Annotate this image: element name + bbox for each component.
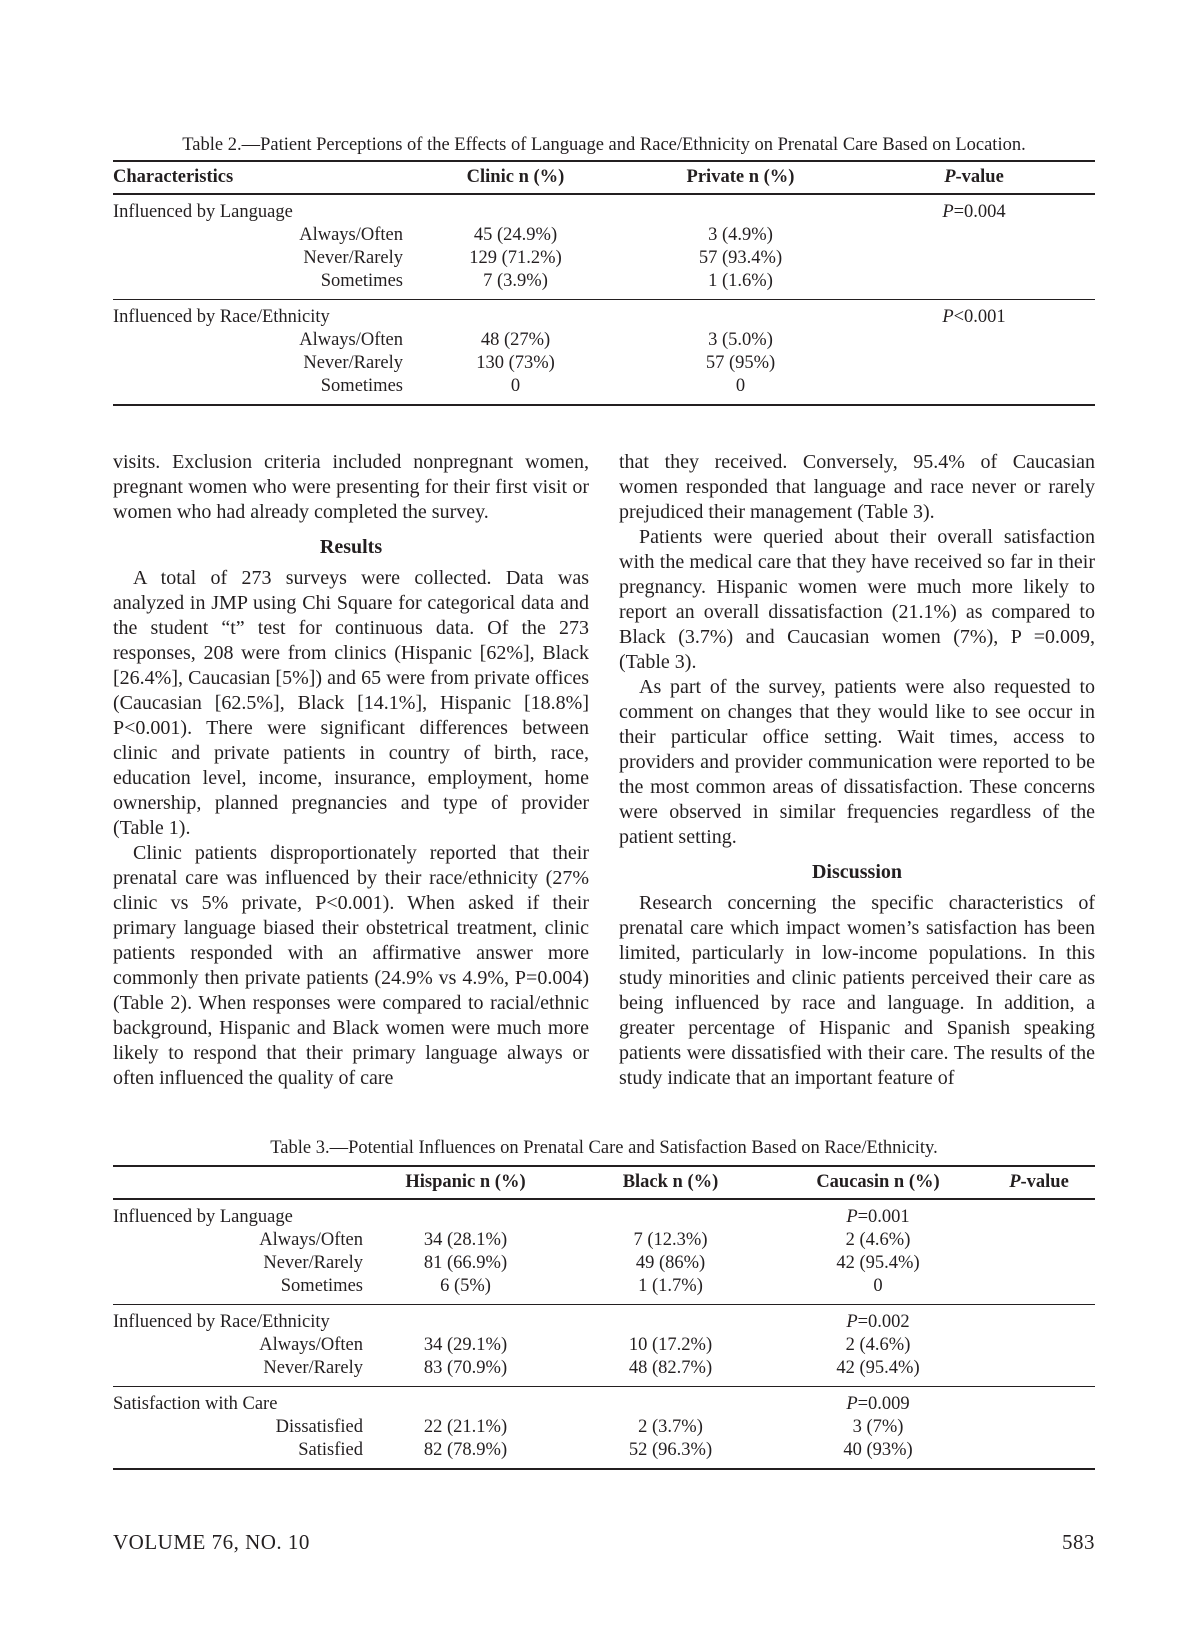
cell-clinic: 0 — [403, 375, 628, 405]
cell-hispanic: 34 (28.1%) — [423, 1230, 508, 1250]
table-2-header-pvalue — [853, 161, 1095, 194]
table-3-caption: Table 3.—Potential Influences on Prenatal Care and Satisfaction Based on Race/Ethnicity. — [270, 1138, 938, 1158]
table-row — [113, 1275, 1095, 1305]
row-label: Never/Rarely — [303, 353, 403, 373]
pvalue-italic: P — [942, 202, 954, 222]
table-2-grid — [113, 160, 1095, 406]
right-column — [619, 450, 1095, 1091]
table-2-header-clinic: Clinic n (%) — [403, 161, 628, 194]
table-3-header-pvalue — [983, 1166, 1095, 1199]
table-2 — [113, 135, 1095, 406]
results-heading: Results — [319, 536, 383, 558]
table-row — [113, 270, 1095, 300]
table-3-group-pvalue — [773, 1387, 983, 1417]
cell-private: 3 (5.0%) — [708, 330, 773, 350]
row-label: Sometimes — [113, 375, 403, 405]
table-3-header-p-rest: -value — [1020, 1172, 1069, 1192]
row-label: Always/Often — [299, 330, 403, 350]
table-3-group-race — [113, 1305, 1095, 1335]
table-2-caption: Table 2.—Patient Perceptions of the Effects of Language and Race/Ethnicity on Prenatal Care Based on Location. — [182, 135, 1026, 155]
left-column — [113, 450, 589, 1091]
pvalue-number: =0.002 — [857, 1312, 910, 1332]
cell-black: 10 (17.2%) — [628, 1335, 713, 1355]
table-3-header-p-italic: P — [1009, 1172, 1021, 1192]
cell-caucasian: 2 (4.6%) — [845, 1230, 911, 1250]
table-2-group-pvalue — [853, 300, 1095, 330]
page-number: 583 — [1062, 1530, 1095, 1554]
row-label: Never/Rarely — [263, 1358, 363, 1378]
cell-caucasian: 0 — [873, 1276, 883, 1296]
paragraph: As part of the survey, patients were also requested to comment on changes that they would like to see occur in their particular office setting. Wait times, access to providers and provider communication were reported to be the most common areas of dissatisfaction. These concerns were observed in similar frequencies regardless of the patient setting. — [619, 676, 1095, 848]
cell-hispanic: 81 (66.9%) — [423, 1253, 508, 1273]
table-3-header-hispanic: Hispanic n (%) — [363, 1166, 568, 1199]
table-row — [113, 224, 1095, 247]
pvalue-italic: P — [846, 1312, 858, 1332]
row-label: Always/Often — [259, 1230, 363, 1250]
table-row — [113, 1229, 1095, 1252]
row-label: Always/Often — [299, 225, 403, 245]
paragraph: A total of 273 surveys were collected. Data was analyzed in JMP using Chi Square for categorical data and the student “t” test for continuous data. Of the 273 responses, 208 were from clinics (Hispanic [62%], Black [26.4%], Caucasian [5%]) and 65 were from private offices (Caucasian [62.5%], Black [14.1%], Hispanic [18.8%] P<0.001). There were significant differences between clinic and private patients in country of birth, race, education level, income, insurance, employment, home ownership, planned pregnancies and type of provider (Table 1). — [113, 567, 589, 839]
cell-black: 2 (3.7%) — [638, 1417, 703, 1437]
pvalue-number: =0.004 — [953, 202, 1006, 222]
table-3-group-label: Satisfaction with Care — [113, 1387, 363, 1417]
row-label: Always/Often — [259, 1335, 363, 1355]
row-label: Never/Rarely — [303, 248, 403, 268]
cell-hispanic: 22 (21.1%) — [423, 1417, 508, 1437]
table-row — [113, 1416, 1095, 1439]
table-row — [113, 1334, 1095, 1357]
paragraph: visits. Exclusion criteria included nonpregnant women, pregnant women who were presenting for their first visit or women who had already completed the survey. — [113, 451, 589, 523]
cell-caucasian: 42 (95.4%) — [836, 1253, 920, 1273]
table-row — [113, 247, 1095, 270]
row-label: Never/Rarely — [263, 1253, 363, 1273]
cell-black: 1 (1.7%) — [638, 1276, 703, 1296]
table-row — [113, 1357, 1095, 1387]
table-3-group-language — [113, 1199, 1095, 1229]
pvalue-italic: P — [942, 307, 954, 327]
row-label: Satisfied — [113, 1439, 363, 1469]
table-3-group-pvalue — [773, 1199, 983, 1229]
row-label: Dissatisfied — [275, 1417, 363, 1437]
table-2-group-race — [113, 300, 1095, 330]
cell-hispanic: 83 (70.9%) — [423, 1358, 508, 1378]
pvalue-number: =0.001 — [857, 1207, 910, 1227]
table-row — [113, 1439, 1095, 1469]
cell-clinic: 48 (27%) — [480, 330, 551, 350]
table-2-group-label: Influenced by Race/Ethnicity — [113, 300, 403, 330]
table-2-header-p-italic: P — [944, 167, 956, 187]
table-row — [113, 375, 1095, 405]
table-2-group-language — [113, 194, 1095, 224]
page-footer — [113, 1530, 1095, 1555]
paragraph: Patients were queried about their overall satisfaction with the medical care that they have received so far in their pregnancy. Hispanic women were much more likely to report an overall dissatisfaction (21.1%) as compared to Black (3.7%) and Caucasian women (7%), P =0.009, (Table 3). — [619, 526, 1095, 673]
pvalue-italic: P — [846, 1207, 858, 1227]
table-3-group-label: Influenced by Race/Ethnicity — [113, 1305, 363, 1335]
cell-black: 49 (86%) — [635, 1253, 706, 1273]
cell-private: 1 (1.6%) — [708, 271, 773, 291]
cell-hispanic: 34 (29.1%) — [423, 1335, 508, 1355]
table-row — [113, 329, 1095, 352]
table-3-group-satisfaction — [113, 1387, 1095, 1417]
cell-private: 57 (95%) — [705, 353, 776, 373]
cell-caucasian: 2 (4.6%) — [845, 1335, 911, 1355]
pvalue-number: <0.001 — [953, 307, 1006, 327]
table-2-header-private: Private n (%) — [628, 161, 853, 194]
cell-caucasian: 40 (93%) — [773, 1439, 983, 1469]
cell-caucasian: 42 (95.4%) — [836, 1358, 920, 1378]
cell-clinic: 129 (71.2%) — [469, 248, 562, 268]
cell-hispanic: 82 (78.9%) — [363, 1439, 568, 1469]
table-3-grid — [113, 1165, 1095, 1470]
article-body — [113, 450, 1095, 1091]
journal-volume: VOLUME 76, NO. 10 — [113, 1530, 310, 1554]
row-label: Sometimes — [320, 271, 403, 291]
table-3-header-black: Black n (%) — [568, 1166, 773, 1199]
cell-clinic: 45 (24.9%) — [473, 225, 558, 245]
cell-private: 57 (93.4%) — [698, 248, 783, 268]
table-2-header-characteristics: Characteristics — [113, 161, 403, 194]
paragraph: that they received. Conversely, 95.4% of Caucasian women responded that language and race never or rarely prejudiced their management (Table 3). — [619, 451, 1095, 523]
cell-black: 52 (96.3%) — [568, 1439, 773, 1469]
table-3-group-pvalue — [773, 1305, 983, 1335]
table-row — [113, 352, 1095, 375]
table-3-group-label: Influenced by Language — [113, 1207, 293, 1227]
cell-hispanic: 6 (5%) — [440, 1276, 491, 1296]
pvalue-italic: P — [846, 1394, 858, 1414]
cell-caucasian: 3 (7%) — [852, 1417, 904, 1437]
cell-black: 7 (12.3%) — [633, 1230, 708, 1250]
discussion-heading: Discussion — [811, 861, 903, 883]
table-3-header-blank — [113, 1166, 363, 1199]
cell-black: 48 (82.7%) — [628, 1358, 713, 1378]
cell-private: 0 — [628, 375, 853, 405]
table-3 — [113, 1138, 1095, 1470]
table-2-header-row — [113, 161, 1095, 194]
table-2-header-p-rest: -value — [955, 167, 1004, 187]
table-3-header-row — [113, 1166, 1095, 1199]
paragraph: Clinic patients disproportionately reported that their prenatal care was influenced by their race/ethnicity (27% clinic vs 5% private, P<0.001). When asked if their primary language biased their obstetrical treatment, clinic patients responded with an affirmative answer more commonly then private patients (24.9% vs 4.9%, P=0.004) (Table 2). When responses were compared to racial/ethnic background, Hispanic and Black women were much more likely to respond that their primary language always or often influenced the quality of care — [113, 842, 589, 1089]
table-row — [113, 1252, 1095, 1275]
paragraph: Research concerning the specific characteristics of prenatal care which impact women’s satisfaction has been limited, particularly in low-income populations. In this study minorities and clinic patients perceived their care as being influenced by race and language. In addition, a greater percentage of Hispanic and Spanish speaking patients were dissatisfied with their care. The results of the study indicate that an important feature of — [619, 892, 1095, 1089]
table-3-header-caucasian: Caucasin n (%) — [773, 1166, 983, 1199]
row-label: Sometimes — [280, 1276, 363, 1296]
cell-clinic: 130 (73%) — [476, 353, 555, 373]
cell-clinic: 7 (3.9%) — [483, 271, 548, 291]
cell-private: 3 (4.9%) — [708, 225, 773, 245]
pvalue-number: =0.009 — [857, 1394, 910, 1414]
table-2-group-pvalue — [853, 194, 1095, 224]
table-2-group-label: Influenced by Language — [113, 202, 293, 222]
